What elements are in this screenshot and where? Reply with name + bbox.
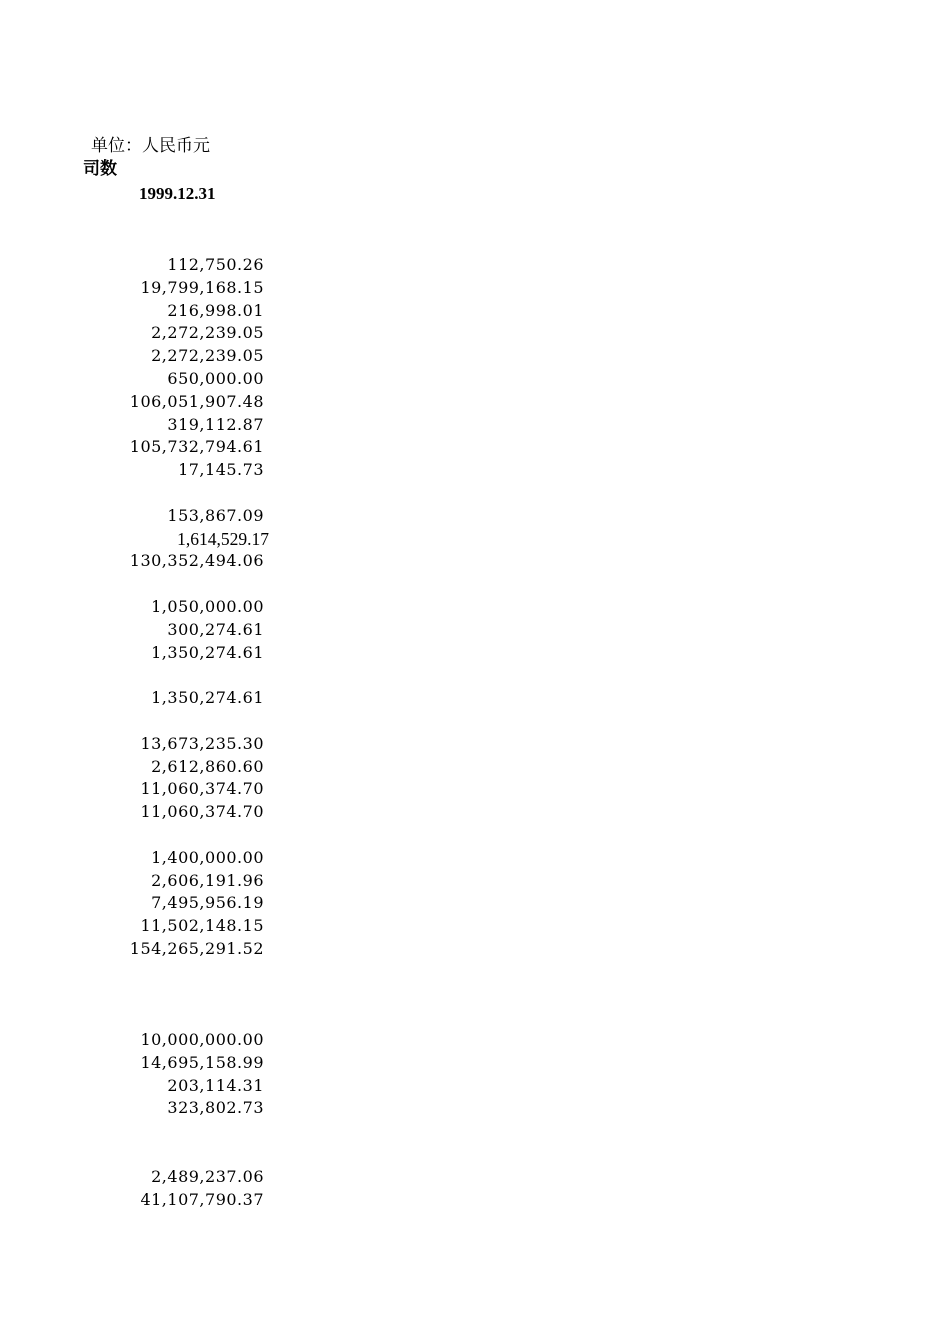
value-cell: 216,998.01 xyxy=(167,300,264,320)
value-cell: 1,350,274.61 xyxy=(151,642,264,662)
blank-row xyxy=(40,710,264,733)
value-cell: 13,673,235.30 xyxy=(140,733,264,753)
value-cell: 10,000,000.00 xyxy=(140,1030,264,1050)
value-cell: 11,060,374.70 xyxy=(140,779,264,799)
value-cell: 319,112.87 xyxy=(167,414,264,434)
blank-row xyxy=(40,573,264,596)
value-cell: 1,350,274.61 xyxy=(151,688,264,708)
currency-unit-label: 单位：人民币元 xyxy=(91,136,210,156)
value-cell: 17,145.73 xyxy=(178,460,264,480)
value-cell: 300,274.61 xyxy=(167,619,264,639)
value-cell: 154,265,291.52 xyxy=(129,938,264,958)
value-cell: 11,502,148.15 xyxy=(140,916,264,936)
blank-row xyxy=(40,1120,264,1143)
value-cell: 7,495,956.19 xyxy=(151,893,264,913)
date-header: 1999.12.31 xyxy=(139,184,216,203)
value-cell: 1,050,000.00 xyxy=(151,596,264,616)
value-cell: 14,695,158.99 xyxy=(140,1052,264,1072)
value-cell: 2,272,239.05 xyxy=(151,323,264,343)
value-cell: 19,799,168.15 xyxy=(140,277,264,297)
blank-row xyxy=(40,824,264,847)
value-cell: 106,051,907.48 xyxy=(129,391,264,411)
value-cell: 11,060,374.70 xyxy=(140,802,264,822)
blank-row xyxy=(40,1006,264,1029)
column-title: 司数 xyxy=(83,159,117,178)
value-cell: 130,352,494.06 xyxy=(129,551,264,571)
value-cell: 153,867.09 xyxy=(167,505,264,525)
blank-row xyxy=(40,961,264,984)
value-cell: 323,802.73 xyxy=(167,1098,264,1118)
blank-row xyxy=(40,1143,264,1166)
value-cell: 105,732,794.61 xyxy=(129,437,264,457)
value-cell: 203,114.31 xyxy=(167,1075,264,1095)
blank-row xyxy=(40,482,264,505)
value-cell: 1,614,529.17 xyxy=(177,528,269,549)
value-cell: 41,107,790.37 xyxy=(140,1189,264,1209)
value-cell: 112,750.26 xyxy=(167,255,264,274)
blank-row xyxy=(40,984,264,1007)
value-cell: 2,606,191.96 xyxy=(151,870,264,890)
value-cell: 1,400,000.00 xyxy=(151,847,264,867)
value-cell: 2,612,860.60 xyxy=(151,756,264,776)
value-cell: 650,000.00 xyxy=(167,368,264,388)
value-cell: 2,489,237.06 xyxy=(151,1166,264,1186)
blank-row xyxy=(40,664,264,687)
value-cell: 2,272,239.05 xyxy=(151,346,264,366)
value-column xyxy=(40,254,269,1211)
